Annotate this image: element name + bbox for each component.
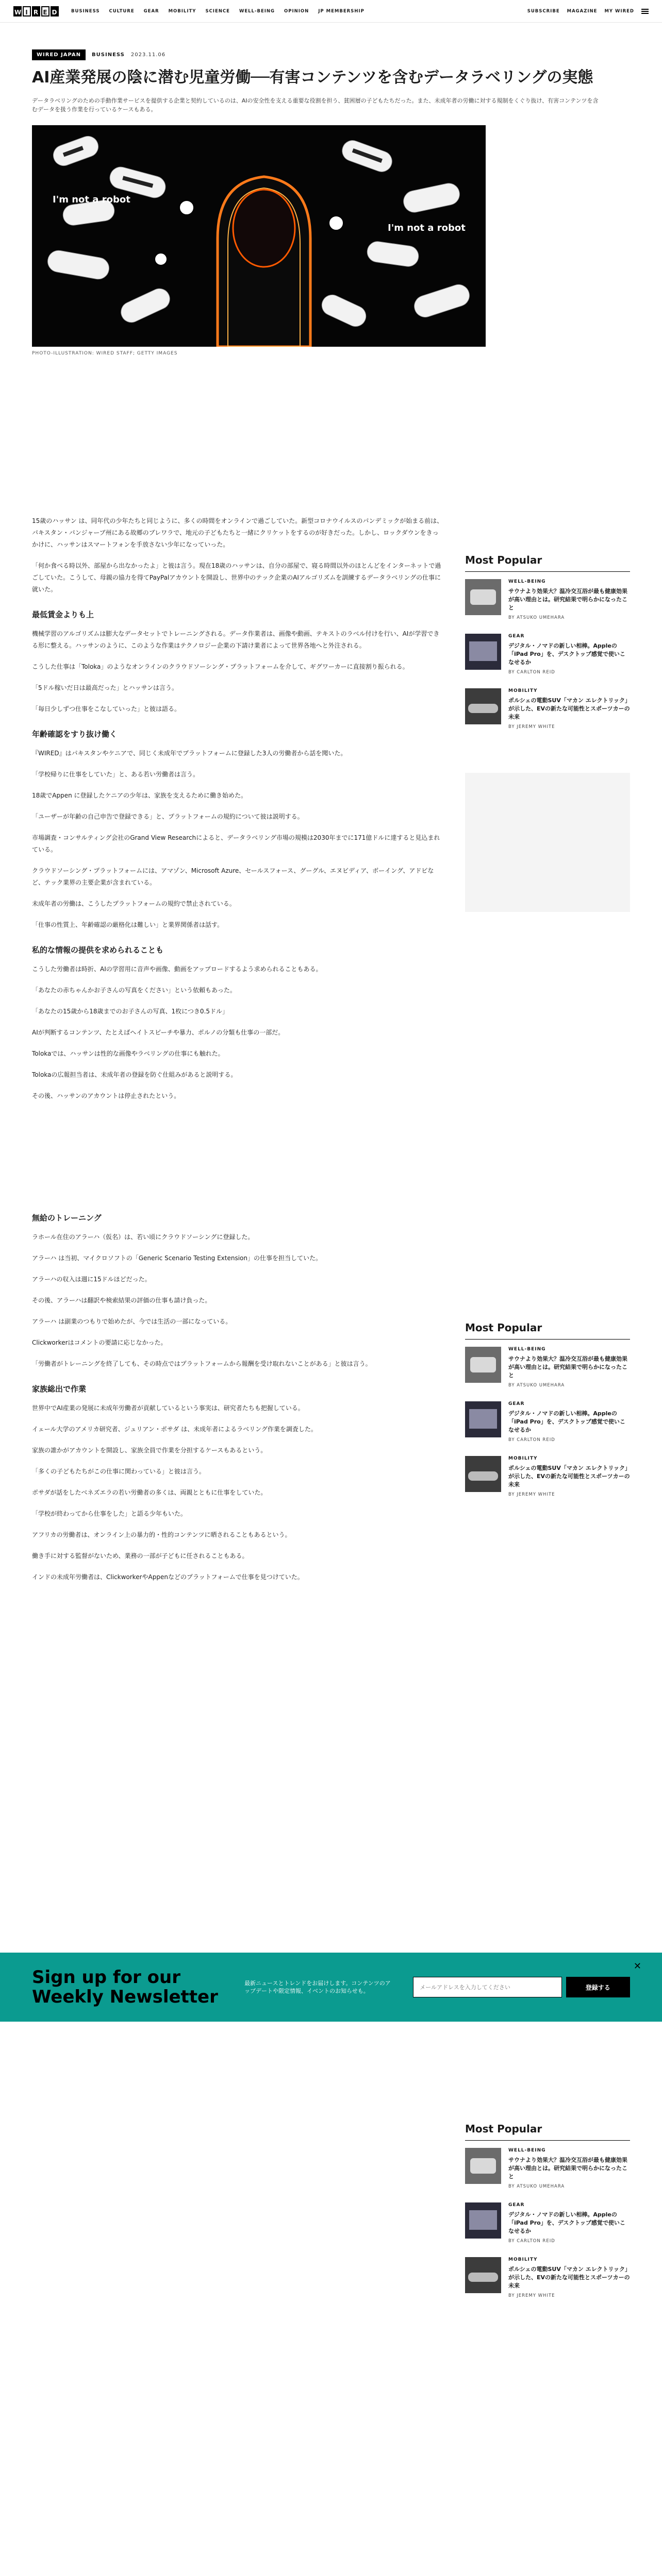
section-heading: 年齢確認をすり抜け働く [32, 730, 118, 739]
nav-link-membership[interactable]: JP MEMBERSHIP [318, 8, 365, 14]
section-heading: 家族総出で作業 [32, 1384, 87, 1394]
hero-illustration [32, 125, 486, 347]
paragraph: その後、アラーハは翻訳や検索結果の評価の仕事も請け負った。 [32, 1297, 211, 1304]
newsletter-description: 最新ニュースとトレンドをお届けします。コンテンツのアップデートや限定情報、イベントのお知らせも。 [244, 1980, 391, 1994]
paragraph: 機械学習のアルゴリズムは膨大なデータセットでトレーニングされる。データ作業者は、画像や動画、テキストのラベル付けを行い、AIが学習できる形に整える。ハッサンのように、このような作業はテクノロジー企業の下請け業者によって世界各地へと外注される。 [32, 630, 440, 649]
popular-headline[interactable]: デジタル・ノマドの新しい相棒。Appleの「iPad Pro」を、デスクトップ感覚で使いこなせるか [508, 2211, 625, 2234]
paragraph: 「学校が終わってから仕事をした」と語る少年もいた。 [32, 1510, 187, 1517]
popular-headline[interactable]: ポルシェの電動SUV「マカン エレクトリック」が示した、EVの新たな可能性とスポーツカーの未来 [508, 697, 630, 720]
newsletter-email-input[interactable]: メールアドレスを入力してください [413, 1977, 561, 1997]
paragraph: 「毎日少しずつ仕事をこなしていった」と彼は語る。 [32, 705, 181, 713]
nav-link-gear[interactable]: GEAR [143, 8, 159, 14]
paragraph: アフリカの労働者は、オンライン上の暴力的・性的コンテンツに晒されることもあるという。 [32, 1531, 291, 1538]
popular-item[interactable] [465, 688, 630, 730]
wired-logo[interactable]: W I R E D [13, 6, 59, 16]
banner-spacer [32, 1111, 444, 1199]
paragraph: 「学校帰りに仕事をしていた」と、ある若い労働者は言う。 [32, 771, 200, 778]
popular-byline: BY JEREMY WHITE [508, 1492, 555, 1497]
popular-item[interactable] [465, 1347, 630, 1388]
paragraph: 未成年者の労働は、こうしたプラットフォームの規約で禁止されている。 [32, 900, 236, 907]
paragraph: 「仕事の性質上、年齢確認の厳格化は難しい」と業界関係者は話す。 [32, 921, 224, 928]
nav-link-business[interactable]: BUSINESS [71, 8, 100, 14]
newsletter-banner [0, 1953, 662, 2022]
popular-headline[interactable]: ポルシェの電動SUV「マカン エレクトリック」が示した、EVの新たな可能性とスポーツカーの未来 [508, 1465, 630, 1488]
paragraph: ポサダが話をしたベネズエラの若い労働者の多くは、両親とともに仕事をしていた。 [32, 1489, 267, 1496]
paragraph: 「ユーザーが年齢の自己申告で登録できる」と、プラットフォームの規約について彼は説明する。 [32, 813, 304, 820]
photo-caption: PHOTO-ILLUSTRATION: WIRED STAFF; GETTY IMAGES [32, 351, 178, 356]
nav-link-well-being[interactable]: WELL-BEING [239, 8, 275, 14]
popular-category[interactable]: WELL-BEING [508, 579, 546, 584]
subscribe-link[interactable]: SUBSCRIBE [527, 8, 560, 14]
paragraph: AIが判断するコンテンツ、たとえばヘイトスピーチや暴力、ポルノの分類も仕事の一部だ。 [32, 1029, 285, 1036]
popular-category[interactable]: GEAR [508, 634, 525, 639]
popular-headline[interactable]: サウナより効果大？温冷交互浴が最も健康効果が高い理由とは。研究結果で明らかになったこと [508, 588, 627, 611]
popular-category[interactable]: MOBILITY [508, 2257, 538, 2262]
popular-byline: BY CARLTON REID [508, 2239, 555, 2244]
popular-category[interactable]: WELL-BEING [508, 2148, 546, 2153]
paragraph: 世界中でAI産業の発展に未成年労働者が貢献しているという事実は、研究者たちも把握している。 [32, 1404, 304, 1412]
paragraph: 『WIRED』はパキスタンやケニアで、同じく未成年でプラットフォームに登録した3人の労働者から話を聞いた。 [32, 750, 347, 757]
most-popular-title: Most Popular [465, 1321, 630, 1340]
popular-headline[interactable]: サウナより効果大？温冷交互浴が最も健康効果が高い理由とは。研究結果で明らかになったこと [508, 1355, 627, 1379]
most-popular-2 [465, 1321, 630, 1511]
most-popular-title: Most Popular [465, 2123, 630, 2141]
menu-icon[interactable] [641, 9, 649, 14]
popular-thumbnail[interactable] [465, 1347, 501, 1383]
popular-thumbnail[interactable] [465, 2257, 501, 2293]
popular-headline[interactable]: デジタル・ノマドの新しい相棒。Appleの「iPad Pro」を、デスクトップ感覚で使いこなせるか [508, 642, 625, 666]
most-popular-1 [465, 554, 630, 743]
popular-byline: BY JEREMY WHITE [508, 724, 555, 730]
popular-item[interactable] [465, 579, 630, 620]
paragraph: アラーハの収入は週に15ドルほどだった。 [32, 1276, 151, 1283]
article-title: AI産業発展の陰に潜む児童労働──有害コンテンツを含むデータラベリングの実態 [32, 69, 593, 87]
paragraph: 働き手に対する監督がないため、業務の一部が子どもに任されることもある。 [32, 1552, 249, 1560]
svg-text:I'm not a robot: I'm not a robot [388, 223, 466, 233]
paragraph: アラーハ は副業のつもりで始めたが、今では生活の一部になっている。 [32, 1318, 232, 1325]
nav-right [527, 9, 649, 14]
popular-thumbnail[interactable] [465, 1456, 501, 1492]
popular-thumbnail[interactable] [465, 1401, 501, 1437]
close-icon[interactable]: ✕ [633, 1961, 641, 1972]
paragraph: 家族の誰かがアカウントを開設し、家族全員で作業を分担するケースもあるという。 [32, 1447, 267, 1454]
source-badge[interactable]: WIRED JAPAN [32, 49, 86, 60]
popular-headline[interactable]: デジタル・ノマドの新しい相棒。Appleの「iPad Pro」を、デスクトップ感覚で使いこなせるか [508, 1410, 625, 1433]
svg-text:I'm not a robot: I'm not a robot [53, 194, 130, 205]
article-dek: データラベリングのための手動作業サービスを提供する企業と契約しているのは、AIの安全性を支える重要な役割を担う、貧困層の子どもたちだった。また、未成年者の労働に対する規制をくぐり抜け、有害コンテンツを含むデータを扱う作業を行っているケースもある。 [32, 97, 599, 113]
most-popular-title: Most Popular [465, 554, 630, 572]
popular-category[interactable]: WELL-BEING [508, 1347, 546, 1352]
paragraph: 「労働者がトレーニングを終了しても、その時点ではプラットフォームから報酬を受け取れないことがある」と彼は言う。 [32, 1360, 372, 1367]
popular-category[interactable]: GEAR [508, 1401, 525, 1406]
nav-link-culture[interactable]: CULTURE [109, 8, 135, 14]
paragraph: Tolokaでは、ハッサンは性的な画像やラベリングの仕事にも触れた。 [32, 1050, 224, 1057]
popular-thumbnail[interactable] [465, 634, 501, 670]
nav-link-opinion[interactable]: OPINION [284, 8, 309, 14]
popular-byline: BY ATSUKO UMEHARA [508, 1383, 565, 1388]
article-header [32, 49, 630, 356]
paragraph: 市場調査・コンサルティング会社のGrand View Researchによると、データラベリング市場の規模は2030年までに171億ドルに達すると見込まれている。 [32, 834, 440, 853]
paragraph: 「あなたの15歳から18歳までのお子さんの写真、1枚につき0.5ドル」 [32, 1008, 229, 1015]
popular-headline[interactable]: ポルシェの電動SUV「マカン エレクトリック」が示した、EVの新たな可能性とスポーツカーの未来 [508, 2266, 630, 2289]
article-body [32, 515, 444, 1592]
popular-item[interactable] [465, 1401, 630, 1443]
ad-slot [465, 773, 630, 912]
popular-category[interactable]: GEAR [508, 2202, 525, 2208]
paragraph: 15歳のハッサン は、同年代の少年たちと同じように、多くの時間をオンラインで過ごしていた。新型コロナウイルスのパンデミックが始まる前は、パキスタン・パンジャーブ州にある故郷のブレワラで、地元の子どもたちと一緒にクリケットをするのが好きだった。しかし、ロックダウンをきっかけに、ハッサンはスマートフォンを手放さない少年になっていった。 [32, 517, 443, 548]
my-wired-link[interactable]: MY WIRED [604, 8, 634, 14]
popular-item[interactable] [465, 2148, 630, 2189]
popular-byline: BY ATSUKO UMEHARA [508, 2184, 565, 2189]
popular-item[interactable] [465, 2257, 630, 2298]
popular-byline: BY CARLTON REID [508, 1437, 555, 1443]
popular-byline: BY ATSUKO UMEHARA [508, 615, 565, 620]
popular-thumbnail[interactable] [465, 2148, 501, 2184]
popular-category[interactable]: MOBILITY [508, 1456, 538, 1461]
nav-link-mobility[interactable]: MOBILITY [168, 8, 196, 14]
paragraph: 「5ドル稼いだ日は最高だった」とハッサンは言う。 [32, 684, 178, 691]
popular-thumbnail[interactable] [465, 579, 501, 615]
section-heading: 無給のトレーニング [32, 1213, 102, 1223]
section-heading: 私的な情報の提供を求められることも [32, 945, 164, 955]
newsletter-signup-button[interactable]: 登録する [566, 1977, 630, 1997]
popular-thumbnail[interactable] [465, 688, 501, 724]
popular-category[interactable]: MOBILITY [508, 688, 538, 693]
paragraph: ラホール在住のアラーハ（仮名）は、若い頃にクラウドソーシングに登録した。 [32, 1233, 254, 1241]
paragraph: 「あなたの赤ちゃんかお子さんの写真をください」という依頼もあった。 [32, 987, 236, 994]
article-meta [32, 49, 630, 60]
popular-byline: BY JEREMY WHITE [508, 2293, 555, 2298]
newsletter-title: Sign up for our Weekly Newsletter [32, 1967, 218, 2007]
most-popular-3 [465, 2123, 630, 2312]
magazine-link[interactable]: MAGAZINE [567, 8, 598, 14]
paragraph: その後、ハッサンのアカウントは停止されたという。 [32, 1092, 180, 1099]
paragraph: アラーハ は当初、マイクロソフトの「Generic Scenario Testing Extension」の仕事を担当していた。 [32, 1255, 322, 1262]
paragraph: こうした仕事は「Toloka」のようなオンラインのクラウドソーシング・プラットフォームを介して、ギグワーカーに直接割り振られる。 [32, 663, 409, 670]
paragraph: 18歳でAppen に登録したケニアの少年は、家族を支えるために働き始めた。 [32, 792, 247, 799]
paragraph: Clickworkerはコメントの要請に応じなかった。 [32, 1339, 167, 1346]
popular-headline[interactable]: サウナより効果大？温冷交互浴が最も健康効果が高い理由とは。研究結果で明らかになったこと [508, 2157, 627, 2180]
nav-link-science[interactable]: SCIENCE [205, 8, 230, 14]
paragraph: こうした労働者は時折、AIの学習用に音声や画像、動画をアップロードするよう求められることもある。 [32, 965, 322, 973]
paragraph: 「多くの子どもたちがこの仕事に関わっている」と彼は言う。 [32, 1468, 205, 1475]
publish-date: 2023.11.06 [130, 52, 166, 58]
paragraph: インドの未成年労働者は、ClickworkerやAppenなどのプラットフォームで仕事を見つけていた。 [32, 1573, 304, 1581]
hero-image [32, 125, 486, 347]
category-link[interactable]: BUSINESS [92, 52, 125, 58]
nav-links [71, 9, 365, 14]
popular-byline: BY CARLTON REID [508, 670, 555, 675]
paragraph: 「何か食べる時以外、部屋から出なかったよ」と彼は言う。現在18歳のハッサンは、自分の部屋で、寝る時間以外のほとんどをインターネットで過ごしていた。こうして、母親の協力を得てPayPalアカウントを開設し、世界中のテック企業のAIアルゴリズムを訓練するデータラベリングの仕事に就いた。 [32, 562, 441, 593]
paragraph: Tolokaの広報担当者は、未成年者の登録を防ぐ仕組みがあると説明する。 [32, 1071, 237, 1078]
top-nav [0, 0, 662, 23]
popular-item[interactable] [465, 2202, 630, 2244]
popular-item[interactable] [465, 1456, 630, 1497]
section-heading: 最低賃金よりも上 [32, 610, 94, 619]
popular-thumbnail[interactable] [465, 2202, 501, 2239]
paragraph: クラウドソーシング・プラットフォームには、アマゾン、Microsoft Azure、セールスフォース、グーグル、エヌビディア、ボーイング、アドビなど、テック業界の主要企業が含まれている。 [32, 867, 434, 886]
popular-item[interactable] [465, 634, 630, 675]
paragraph: イェール大学のアメリカ研究者、ジュリアン・ポサダ は、未成年者によるラベリング作業を調査した。 [32, 1426, 317, 1433]
